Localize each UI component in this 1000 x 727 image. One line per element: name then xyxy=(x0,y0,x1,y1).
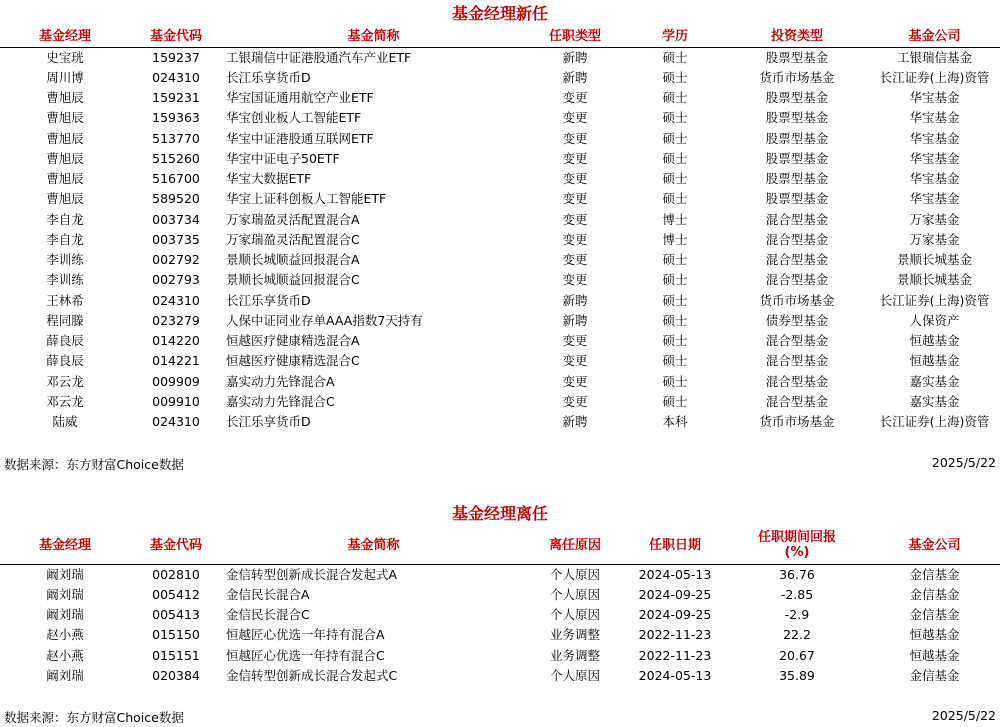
table-row xyxy=(0,149,1000,169)
new-managers-table xyxy=(0,27,1000,432)
table-cell: 009910 xyxy=(152,393,200,409)
table-cell: 华宝上证科创板人工智能ETF xyxy=(226,191,387,207)
table-cell: 新聘 xyxy=(562,414,588,430)
table-cell: 024310 xyxy=(152,69,200,85)
table-cell: 014220 xyxy=(152,333,200,349)
table-cell: 014221 xyxy=(152,353,200,369)
table-cell: 史宝珖 xyxy=(46,49,84,65)
table-row xyxy=(0,392,1000,412)
table-cell: 阚刘瑞 xyxy=(46,566,84,582)
table-cell: 景顺长城顺益回报混合C xyxy=(226,272,360,288)
table-cell: 恒越医疗健康精选混合C xyxy=(226,353,360,369)
table-cell: 硕士 xyxy=(662,171,688,187)
table-cell: 股票型基金 xyxy=(765,171,829,187)
table-cell: 024310 xyxy=(152,414,200,430)
table-cell: 个人原因 xyxy=(549,667,600,683)
table-cell: 曹旭辰 xyxy=(46,171,84,187)
table-row xyxy=(0,331,1000,351)
table-cell: 变更 xyxy=(562,393,588,409)
table-cell: 程同滕 xyxy=(46,312,84,328)
table-cell: 业务调整 xyxy=(549,627,600,643)
table-cell: 015150 xyxy=(152,627,200,643)
table-row xyxy=(0,210,1000,230)
table-cell: 009909 xyxy=(152,373,200,389)
table-cell: 曹旭辰 xyxy=(46,110,84,126)
table-cell: 硕士 xyxy=(662,191,688,207)
table-cell: 混合型基金 xyxy=(765,231,829,247)
new-source-note: 数据来源：东方财富Choice数据 xyxy=(4,457,184,472)
table-row xyxy=(0,585,1000,605)
table-row xyxy=(0,250,1000,270)
table-cell: 硕士 xyxy=(662,353,688,369)
table-cell: 金信基金 xyxy=(909,566,960,582)
new-header-cell: 基金简称 xyxy=(347,29,400,45)
table-row xyxy=(0,129,1000,149)
table-cell: 恒越基金 xyxy=(909,647,960,663)
table-cell: 股票型基金 xyxy=(765,130,829,146)
table-cell: 变更 xyxy=(562,191,588,207)
table-cell: 华宝基金 xyxy=(909,90,960,106)
table-cell: 新聘 xyxy=(562,312,588,328)
table-cell: 002793 xyxy=(152,272,200,288)
table-cell: 硕士 xyxy=(662,252,688,268)
table-cell: 股票型基金 xyxy=(765,49,829,65)
table-cell: 硕士 xyxy=(662,292,688,308)
table-row xyxy=(0,666,1000,686)
new-header-cell: 基金经理 xyxy=(38,29,91,45)
table-cell: -2.85 xyxy=(780,586,814,602)
table-cell: 华宝创业板人工智能ETF xyxy=(226,110,362,126)
leave-header-cell: 基金经理 xyxy=(38,537,91,553)
table-row xyxy=(0,625,1000,645)
table-cell: 货币市场基金 xyxy=(759,292,835,308)
table-cell: 变更 xyxy=(562,110,588,126)
table-cell: 2024-09-25 xyxy=(638,586,712,602)
table-cell: 变更 xyxy=(562,211,588,227)
table-cell: 变更 xyxy=(562,231,588,247)
table-cell: 华宝中证电子50ETF xyxy=(226,150,340,166)
table-cell: 阚刘瑞 xyxy=(46,607,84,623)
table-cell: 嘉实动力先锋混合A xyxy=(226,373,335,389)
table-row xyxy=(0,564,1000,585)
table-cell: 混合型基金 xyxy=(765,373,829,389)
table-cell: 混合型基金 xyxy=(765,393,829,409)
table-cell: 货币市场基金 xyxy=(759,69,835,85)
table-cell: 赵小燕 xyxy=(46,647,84,663)
table-cell: 003735 xyxy=(152,231,200,247)
table-cell: 嘉实动力先锋混合C xyxy=(226,393,335,409)
table-cell: 新聘 xyxy=(562,69,588,85)
table-cell: 长江证券(上海)资管 xyxy=(879,69,990,85)
table-cell: 混合型基金 xyxy=(765,272,829,288)
table-cell: 债券型基金 xyxy=(765,312,829,328)
table-cell: 个人原因 xyxy=(549,607,600,623)
table-cell: 嘉实基金 xyxy=(909,373,960,389)
table-cell: 2024-09-25 xyxy=(638,607,712,623)
table-row xyxy=(0,189,1000,209)
table-cell: 20.67 xyxy=(779,647,815,663)
table-cell: 曹旭辰 xyxy=(46,150,84,166)
table-cell: 金信转型创新成长混合发起式A xyxy=(226,566,398,582)
table-cell: 恒越医疗健康精选混合A xyxy=(226,333,360,349)
table-cell: 硕士 xyxy=(662,333,688,349)
table-cell: 变更 xyxy=(562,373,588,389)
table-cell: 024310 xyxy=(152,292,200,308)
table-cell: 023279 xyxy=(152,312,200,328)
table-row xyxy=(0,88,1000,108)
table-row xyxy=(0,311,1000,331)
table-cell: 硕士 xyxy=(662,150,688,166)
table-cell: 硕士 xyxy=(662,90,688,106)
table-cell: 长江乐享货币D xyxy=(226,292,311,308)
table-cell: 020384 xyxy=(152,667,200,683)
table-cell: 恒越匠心优选一年持有混合A xyxy=(226,627,385,643)
table-row xyxy=(0,412,1000,432)
table-cell: 混合型基金 xyxy=(765,211,829,227)
table-cell: 工银瑞信基金 xyxy=(896,49,972,65)
table-cell: 恒越基金 xyxy=(909,333,960,349)
table-row xyxy=(0,47,1000,68)
new-header-cell: 投资类型 xyxy=(770,29,823,45)
table-cell: 硕士 xyxy=(662,110,688,126)
table-cell: 变更 xyxy=(562,333,588,349)
table-cell: 恒越匠心优选一年持有混合C xyxy=(226,647,385,663)
new-header-cell: 学历 xyxy=(661,29,688,45)
table-cell: 华宝基金 xyxy=(909,150,960,166)
table-cell: 李训练 xyxy=(46,272,84,288)
table-cell: 515260 xyxy=(152,150,200,166)
table-cell: 变更 xyxy=(562,272,588,288)
table-cell: 159237 xyxy=(152,49,200,65)
leave-header-cell: 基金代码 xyxy=(149,537,202,553)
table-cell: 工银瑞信中证港股通汽车产业ETF xyxy=(226,49,412,65)
table-cell: 陆威 xyxy=(52,414,78,430)
leave-managers-title: 基金经理离任 xyxy=(451,504,548,523)
table-cell: 015151 xyxy=(152,647,200,663)
table-cell: 华宝基金 xyxy=(909,130,960,146)
table-cell: 王林希 xyxy=(46,292,84,308)
table-cell: 人保资产 xyxy=(909,312,960,328)
table-cell: 景顺长城基金 xyxy=(896,252,972,268)
table-cell: 华宝基金 xyxy=(909,171,960,187)
table-row xyxy=(0,646,1000,666)
table-cell: 股票型基金 xyxy=(765,110,829,126)
table-cell: 周川博 xyxy=(46,69,84,85)
table-cell: 589520 xyxy=(152,191,200,207)
table-cell: 景顺长城基金 xyxy=(896,272,972,288)
table-cell: 金信基金 xyxy=(909,667,960,683)
table-cell: 22.2 xyxy=(783,627,811,643)
table-cell: 混合型基金 xyxy=(765,252,829,268)
table-cell: 人保中证同业存单AAA指数7天持有 xyxy=(226,312,423,328)
leave-header-cell: 任职期间回报 (%) xyxy=(757,530,836,561)
table-cell: 博士 xyxy=(662,231,688,247)
table-row xyxy=(0,169,1000,189)
table-cell: 002810 xyxy=(152,566,200,582)
table-cell: 万家基金 xyxy=(909,231,960,247)
table-cell: 业务调整 xyxy=(549,647,600,663)
table-row xyxy=(0,68,1000,88)
table-cell: 513770 xyxy=(152,130,200,146)
table-cell: 003734 xyxy=(152,211,200,227)
new-date: 2025/5/22 xyxy=(931,455,996,470)
table-cell: 变更 xyxy=(562,252,588,268)
table-cell: 阚刘瑞 xyxy=(46,586,84,602)
table-cell: 新聘 xyxy=(562,292,588,308)
table-cell: 恒越基金 xyxy=(909,353,960,369)
table-cell: 长江证券(上海)资管 xyxy=(879,292,990,308)
table-cell: 硕士 xyxy=(662,49,688,65)
table-cell: 李自龙 xyxy=(46,211,84,227)
table-cell: 金信民长混合C xyxy=(226,607,310,623)
table-cell: 2024-05-13 xyxy=(638,667,712,683)
table-cell: 华宝基金 xyxy=(909,110,960,126)
table-cell: 曹旭辰 xyxy=(46,90,84,106)
leave-source-note: 数据来源：东方财富Choice数据 xyxy=(4,710,184,725)
table-cell: -2.9 xyxy=(784,607,810,623)
table-cell: 硕士 xyxy=(662,130,688,146)
table-cell: 混合型基金 xyxy=(765,333,829,349)
table-cell: 曹旭辰 xyxy=(46,130,84,146)
table-cell: 李自龙 xyxy=(46,231,84,247)
table-cell: 华宝大数据ETF xyxy=(226,171,312,187)
table-cell: 个人原因 xyxy=(549,566,600,582)
table-cell: 混合型基金 xyxy=(765,353,829,369)
table-row xyxy=(0,230,1000,250)
new-header-cell: 任职类型 xyxy=(548,29,601,45)
table-cell: 2022-11-23 xyxy=(638,627,712,643)
table-cell: 变更 xyxy=(562,90,588,106)
leave-header-cell: 基金简称 xyxy=(347,537,400,553)
table-cell: 2024-05-13 xyxy=(638,566,712,582)
table-cell: 邓云龙 xyxy=(46,393,84,409)
table-cell: 股票型基金 xyxy=(765,90,829,106)
new-header-cell: 基金公司 xyxy=(908,29,961,45)
leave-header-cell: 离任原因 xyxy=(548,537,601,553)
leave-header-cell: 任职日期 xyxy=(648,537,701,553)
table-cell: 变更 xyxy=(562,130,588,146)
table-cell: 002792 xyxy=(152,252,200,268)
table-row xyxy=(0,351,1000,371)
table-cell: 005412 xyxy=(152,586,200,602)
table-cell: 35.89 xyxy=(779,667,815,683)
table-cell: 股票型基金 xyxy=(765,150,829,166)
table-row xyxy=(0,605,1000,625)
table-cell: 005413 xyxy=(152,607,200,623)
table-cell: 新聘 xyxy=(562,49,588,65)
table-cell: 金信基金 xyxy=(909,607,960,623)
table-cell: 159231 xyxy=(152,90,200,106)
table-cell: 516700 xyxy=(152,171,200,187)
table-cell: 金信基金 xyxy=(909,586,960,602)
table-cell: 万家瑞盈灵活配置混合A xyxy=(226,211,360,227)
table-cell: 恒越基金 xyxy=(909,627,960,643)
table-cell: 华宝国证通用航空产业ETF xyxy=(226,90,374,106)
table-cell: 华宝基金 xyxy=(909,191,960,207)
table-cell: 股票型基金 xyxy=(765,191,829,207)
table-cell: 硕士 xyxy=(662,272,688,288)
table-cell: 变更 xyxy=(562,171,588,187)
table-cell: 景顺长城顺益回报混合A xyxy=(226,252,360,268)
table-cell: 金信转型创新成长混合发起式C xyxy=(226,667,398,683)
table-cell: 36.76 xyxy=(779,566,815,582)
table-cell: 万家瑞盈灵活配置混合C xyxy=(226,231,360,247)
table-cell: 赵小燕 xyxy=(46,627,84,643)
table-cell: 长江乐享货币D xyxy=(226,69,311,85)
table-cell: 华宝中证港股通互联网ETF xyxy=(226,130,374,146)
new-managers-title: 基金经理新任 xyxy=(451,4,548,23)
table-cell: 长江乐享货币D xyxy=(226,414,311,430)
table-cell: 货币市场基金 xyxy=(759,414,835,430)
table-cell: 嘉实基金 xyxy=(909,393,960,409)
table-cell: 2022-11-23 xyxy=(638,647,712,663)
table-cell: 变更 xyxy=(562,353,588,369)
table-cell: 万家基金 xyxy=(909,211,960,227)
leave-date: 2025/5/22 xyxy=(931,708,996,723)
table-cell: 曹旭辰 xyxy=(46,191,84,207)
table-cell: 硕士 xyxy=(662,373,688,389)
table-cell: 博士 xyxy=(662,211,688,227)
table-cell: 硕士 xyxy=(662,393,688,409)
leave-header-cell: 基金公司 xyxy=(908,537,961,553)
table-cell: 薛良辰 xyxy=(46,353,84,369)
table-cell: 硕士 xyxy=(662,69,688,85)
table-cell: 159363 xyxy=(152,110,200,126)
table-cell: 长江证券(上海)资管 xyxy=(879,414,990,430)
table-cell: 薛良辰 xyxy=(46,333,84,349)
new-header-cell: 基金代码 xyxy=(149,29,202,45)
table-cell: 本科 xyxy=(662,414,688,430)
table-row xyxy=(0,372,1000,392)
leave-managers-table xyxy=(0,527,1000,686)
table-cell: 阚刘瑞 xyxy=(46,667,84,683)
table-cell: 个人原因 xyxy=(549,586,600,602)
table-cell: 硕士 xyxy=(662,312,688,328)
table-row xyxy=(0,108,1000,128)
table-row xyxy=(0,291,1000,311)
table-cell: 金信民长混合A xyxy=(226,586,310,602)
table-cell: 李训练 xyxy=(46,252,84,268)
table-cell: 变更 xyxy=(562,150,588,166)
table-row xyxy=(0,270,1000,290)
table-cell: 邓云龙 xyxy=(46,373,84,389)
